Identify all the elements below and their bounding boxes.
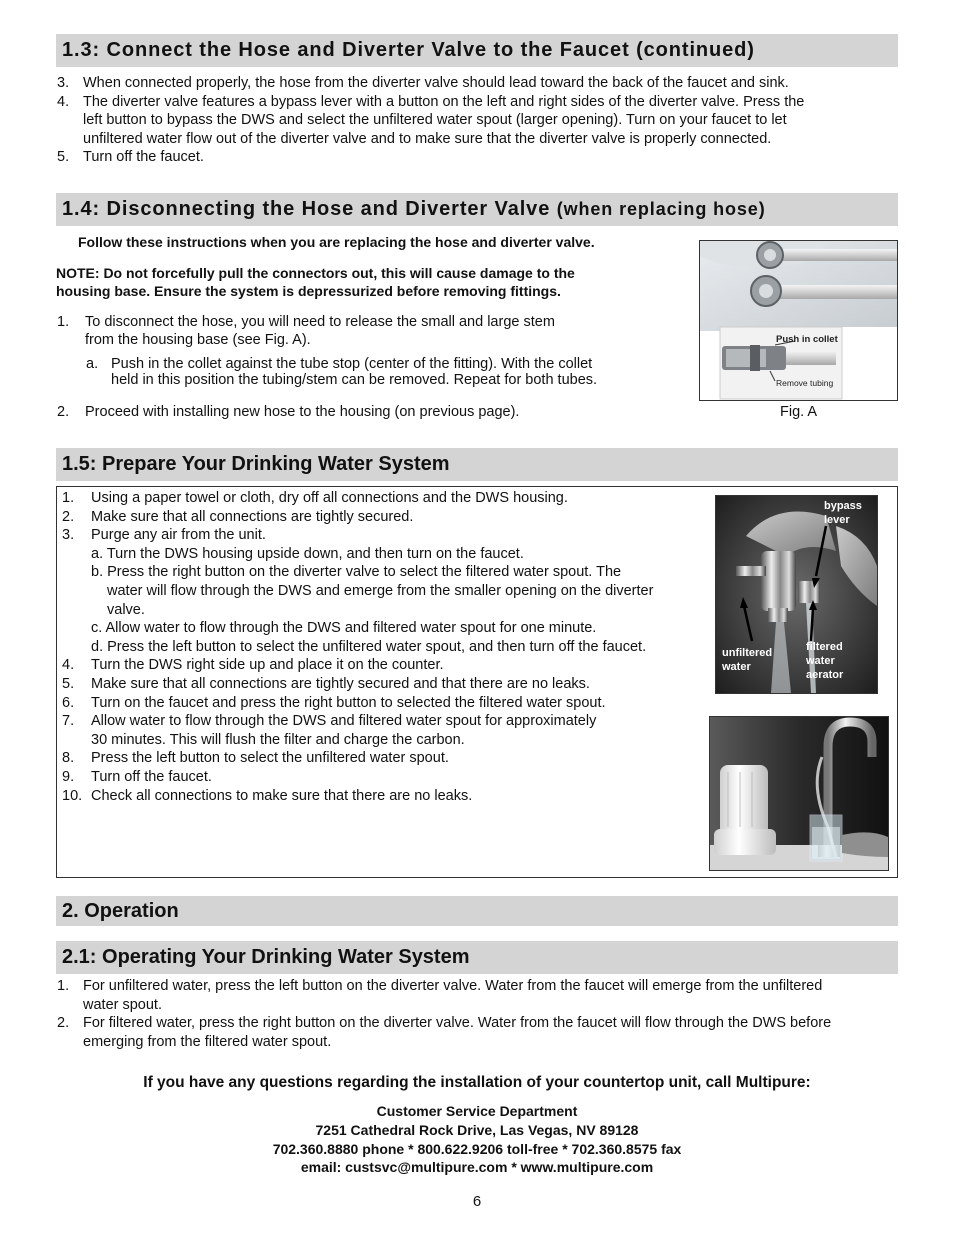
list-item-number: 4. [62, 657, 75, 674]
list-item-text: d. Press the left button to select the unfiltered water spout, and then turn off the faucet. [91, 638, 647, 655]
figure-a-frame [699, 240, 898, 401]
list-item-text: emerging from the filtered water spout. [83, 1033, 332, 1050]
list-item-text: Purge any air from the unit. [91, 527, 266, 544]
list-item-text: unfiltered water flow out of the diverter valve and to make sure that the diverter valve is properly connected. [83, 130, 772, 147]
list-item-text: left button to bypass the DWS and select the unfiltered water spout (larger opening). Turn on your faucet to let [83, 112, 787, 128]
s14-item1-number: 1. [57, 314, 70, 330]
list-item-text: Make sure that all connections are tightly secured. [91, 508, 414, 525]
section-2-1-title: 2.1: Operating Your Drinking Water System [62, 946, 470, 968]
list-item-number: 5. [57, 149, 70, 165]
s14-item1a-line2: held in this position the tubing/stem can be removed. Repeat for both tubes. [111, 372, 598, 388]
list-item-number: 2. [57, 1015, 70, 1031]
diverter-valve-photo [715, 495, 878, 694]
section-2-1-header [56, 941, 898, 974]
s14-note-line2: housing base. Ensure the system is depressurized before removing fittings. [56, 283, 561, 299]
label-bypass-lever: bypass lever [824, 500, 862, 526]
contact-department: Customer Service Department [376, 1103, 578, 1119]
list-item-text: Turn off the faucet. [83, 149, 204, 165]
list-item-number: 4. [57, 93, 70, 110]
countertop-unit-image [710, 717, 888, 870]
section-1-5-title: 1.5: Prepare Your Drinking Water System [62, 453, 450, 475]
s14-intro: Follow these instructions when you are replacing the hose and diverter valve. [78, 234, 595, 250]
list-item-number: 3. [57, 75, 70, 91]
list-item-text: Turn on the faucet and press the right button to selected the filtered water spout. [91, 694, 606, 711]
contact-email-web: email: custsvc@multipure.com * www.multipure.com [300, 1159, 654, 1175]
list-item-text: water spout. [83, 996, 162, 1013]
list-item-text: b. Press the right button on the diverter valve to select the filtered water spout. The [91, 564, 622, 581]
list-item-number: 7. [62, 713, 75, 730]
list-item-text: For filtered water, press the right button on the diverter valve. Water from the faucet will flow through the DWS before [83, 1015, 832, 1031]
list-item-number: 3. [62, 527, 75, 544]
list-item-text: For unfiltered water, press the left button on the diverter valve. Water from the faucet will emerge from the unfiltered [83, 978, 823, 994]
figure-a-photo [700, 241, 897, 400]
figure-a-label-remove: Remove tubing [776, 378, 834, 388]
list-item-text: a. Turn the DWS housing upside down, and then turn on the faucet. [91, 545, 524, 562]
list-item-text: valve. [107, 601, 145, 618]
section-2-header [56, 896, 898, 926]
list-item-number: 1. [62, 490, 75, 506]
list-item-text: Using a paper towel or cloth, dry off all connections and the DWS housing. [91, 490, 568, 506]
list-item-number: 6. [62, 694, 75, 711]
list-item-text: Check all connections to make sure that there are no leaks. [91, 787, 473, 804]
list-item-text: Allow water to flow through the DWS and filtered water spout for approximately [91, 713, 597, 730]
contact-address: 7251 Cathedral Rock Drive, Las Vegas, NV 89128 [315, 1122, 639, 1138]
list-item-number: 1. [57, 978, 70, 994]
s14-item2-text: Proceed with installing new hose to the housing (on previous page). [85, 404, 520, 420]
section-2-title: 2. Operation [62, 900, 179, 922]
figure-a-label-push: Push in collet [776, 334, 838, 345]
s14-item2-number: 2. [57, 404, 70, 420]
list-item-text: water will flow through the DWS and emerge from the smaller opening on the diverter [107, 583, 654, 599]
section-1-4-title: 1.4: Disconnecting the Hose and Diverter Valve (when replacing hose) [62, 198, 766, 220]
list-item-text: Turn the DWS right side up and place it on the counter. [91, 657, 444, 674]
list-item-number: 2. [62, 508, 75, 525]
list-item-text: 30 minutes. This will flush the filter and charge the carbon. [91, 731, 465, 748]
list-item-text: Turn off the faucet. [91, 769, 212, 785]
list-item-number: 10. [62, 787, 83, 804]
page-number: 6 [472, 1193, 482, 1210]
label-unfiltered-water: unfiltered water [722, 647, 773, 673]
list-item-text: Make sure that all connections are tightly secured and that there are no leaks. [91, 676, 590, 692]
s14-item1a-letter: a. [86, 356, 99, 372]
figure-a-caption: Fig. A [780, 404, 818, 420]
s14-item1a-line1: Push in the collet against the tube stop (center of the fitting). With the collet [111, 356, 593, 372]
section-1-3-header [56, 34, 898, 67]
list-item-text: The diverter valve features a bypass lever with a button on the left and right sides of the diverter valve. Press the [83, 93, 805, 110]
contact-question: If you have any questions regarding the installation of your countertop unit, call Multipure: [143, 1074, 811, 1091]
list-item-number: 9. [62, 769, 75, 785]
s14-note-line1: NOTE: Do not forcefully pull the connectors out, this will cause damage to the [56, 265, 575, 281]
contact-phones: 702.360.8880 phone * 800.622.9206 toll-free * 702.360.8575 fax [272, 1141, 682, 1157]
section-1-4-subtitle: (when replacing hose) [556, 199, 766, 219]
list-item-number: 5. [62, 676, 75, 692]
list-item-number: 8. [62, 750, 75, 767]
section-1-4-header [56, 193, 898, 226]
list-item-text: c. Allow water to flow through the DWS and filtered water spout for one minute. [91, 620, 597, 637]
section-1-3-title: 1.3: Connect the Hose and Diverter Valve to the Faucet (continued) [62, 39, 755, 61]
countertop-unit-photo [709, 716, 889, 871]
s14-item1-line2: from the housing base (see Fig. A). [85, 332, 311, 348]
list-item-text: When connected properly, the hose from the diverter valve should lead toward the back of the faucet and sink. [83, 75, 789, 91]
label-filtered-water-aerator: filtered water aerator [806, 641, 844, 681]
list-item-text: Press the left button to select the unfiltered water spout. [91, 750, 449, 767]
s14-item1-line1: To disconnect the hose, you will need to release the small and large stem [85, 314, 555, 330]
section-1-5-header [56, 448, 898, 481]
